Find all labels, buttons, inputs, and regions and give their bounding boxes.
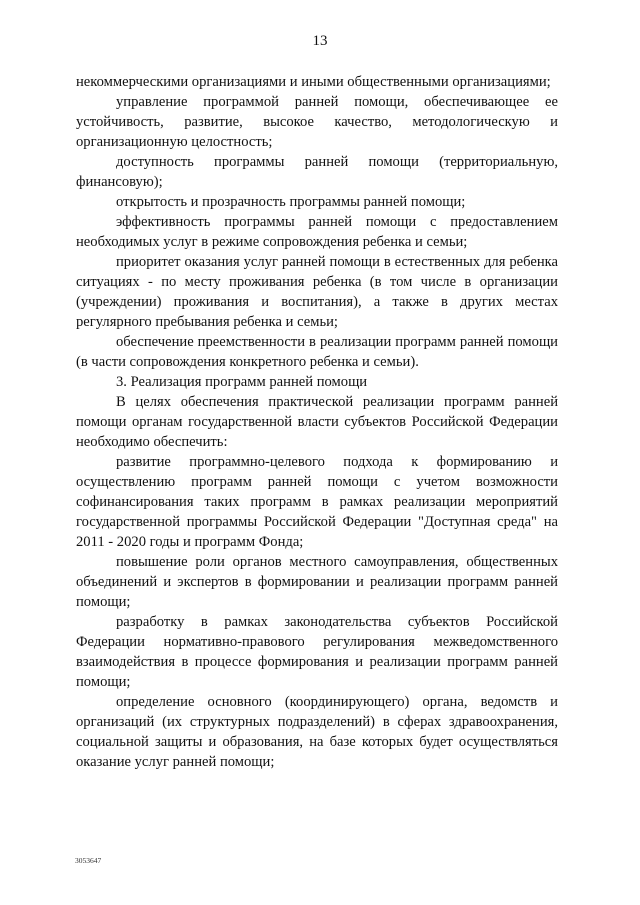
paragraph: определение основного (координирующего) органа, ведомств и организаций (их структурных подразделений) в сферах здравоохранения, социальной защиты и образования, на базе которых будет осуществляться оказание услуг ранней помощи; [76, 694, 558, 770]
paragraph: развитие программно-целевого подхода к формированию и осуществлению программ ранней помощи с учетом возможности софинансирования таких программ в рамках реализации мероприятий государственной программы Российской Федерации "Доступная среда" на 2011 - 2020 годы и программ Фонда; [76, 454, 558, 550]
paragraph: обеспечение преемственности в реализации программ ранней помощи (в части сопровождения конкретного ребенка и семьи). [76, 334, 558, 370]
section-heading: 3. Реализация программ ранней помощи [116, 374, 368, 390]
document-body [76, 72, 558, 772]
paragraph: повышение роли органов местного самоуправления, общественных объединений и экспертов в формировании и реализации программ ранней помощи; [76, 554, 558, 610]
page-number: 13 [312, 33, 328, 49]
document-code: 3053647 [75, 856, 102, 865]
paragraph: доступность программы ранней помощи (территориальную, финансовую); [76, 154, 558, 190]
paragraph: В целях обеспечения практической реализации программ ранней помощи органам государственной власти субъектов Российской Федерации необходимо обеспечить: [76, 394, 558, 450]
paragraph: открытость и прозрачность программы ранней помощи; [116, 194, 466, 210]
paragraph: некоммерческими организациями и иными общественными организациями; [76, 74, 551, 90]
paragraph: управление программой ранней помощи, обеспечивающее ее устойчивость, развитие, высокое качество, методологическую и организационную целостность; [76, 94, 558, 150]
paragraph: эффективность программы ранней помощи с предоставлением необходимых услуг в режиме сопровождения ребенка и семьи; [76, 214, 558, 250]
paragraph: разработку в рамках законодательства субъектов Российской Федерации нормативно-правового регулирования межведомственного взаимодействия в процессе формирования и реализации программ ранней помощи; [76, 614, 558, 690]
paragraph: приоритет оказания услуг ранней помощи в естественных для ребенка ситуациях - по месту проживания ребенка (в том числе в организации (учреждении) проживания и воспитания), а также в других местах регулярного пребывания ребенка и семьи; [76, 254, 558, 330]
